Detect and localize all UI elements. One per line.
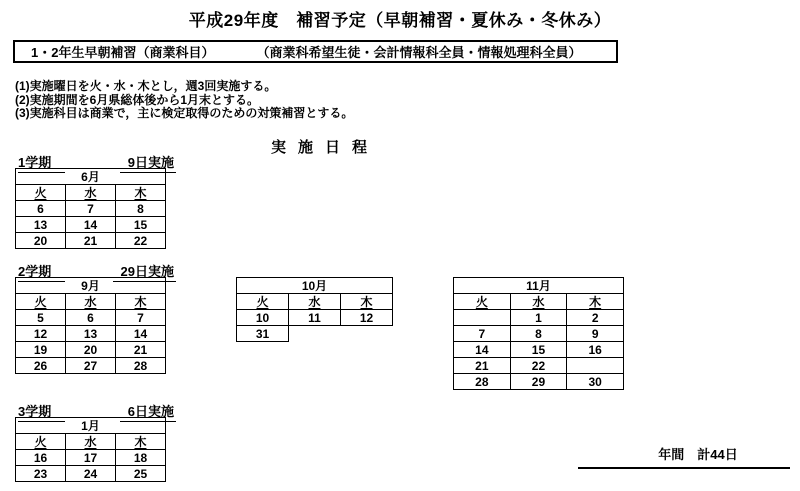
weekday-label: 水	[84, 294, 97, 309]
term-1-label: 1学期	[18, 152, 65, 173]
calendar-june	[15, 168, 166, 249]
weekday-header-cell	[116, 185, 166, 201]
day-cell: 9	[567, 326, 624, 342]
day-cell: 30	[567, 374, 624, 390]
day-cell: 12	[16, 326, 66, 342]
weekday-header-cell	[16, 294, 66, 310]
day-cell: 21	[116, 342, 166, 358]
calendar-table	[236, 277, 393, 342]
page-title: 平成29年度 補習予定（早朝補習・夏休み・冬休み）	[188, 11, 612, 30]
day-cell: 21	[454, 358, 511, 374]
weekday-label: 水	[532, 294, 545, 309]
note-line-1: (1)実施曜日を火・水・木とし，週3回実施する。	[15, 79, 277, 93]
day-cell: 2	[567, 310, 624, 326]
calendar-table	[15, 277, 166, 374]
weekday-header-cell	[237, 294, 289, 310]
weekday-header-cell	[116, 434, 166, 450]
day-cell: 18	[116, 450, 166, 466]
day-cell	[454, 310, 511, 326]
header-box	[13, 40, 618, 63]
calendar-november	[453, 277, 624, 390]
weekday-label: 木	[134, 185, 147, 200]
day-cell: 26	[16, 358, 66, 374]
term-2-label: 2学期	[18, 261, 65, 282]
schedule-heading: 実施日程	[271, 139, 380, 156]
day-cell: 7	[66, 201, 116, 217]
weekday-header-cell	[16, 434, 66, 450]
calendar-september	[15, 277, 166, 374]
term-1-days-label: 9日実施	[120, 152, 176, 173]
term-2-days-label: 29日実施	[113, 261, 176, 282]
day-cell: 5	[16, 310, 66, 326]
day-cell: 6	[16, 201, 66, 217]
note-line-3: (3)実施科目は商業で，主に検定取得のための対策補習とする。	[15, 106, 354, 120]
month-header-cell: 6月	[16, 169, 166, 185]
weekday-label: 木	[134, 294, 147, 309]
weekday-label: 火	[34, 294, 47, 309]
day-cell: 8	[510, 326, 567, 342]
day-cell: 7	[116, 310, 166, 326]
day-cell: 10	[237, 310, 289, 326]
weekday-header-cell	[510, 294, 567, 310]
day-cell: 7	[454, 326, 511, 342]
day-cell: 12	[341, 310, 393, 326]
annual-total-label: 年間 計44日	[658, 447, 738, 462]
day-cell: 20	[16, 233, 66, 249]
empty-cell	[289, 326, 341, 342]
month-header-cell: 11月	[454, 278, 624, 294]
annual-total	[578, 444, 790, 469]
calendar-table	[15, 417, 166, 482]
day-cell: 22	[510, 358, 567, 374]
weekday-header-cell	[567, 294, 624, 310]
note-line-2: (2)実施期間を6月県総体後から1月末とする。	[15, 92, 260, 107]
month-header-cell: 1月	[16, 418, 166, 434]
day-cell: 31	[237, 326, 289, 342]
weekday-header-cell	[66, 434, 116, 450]
day-cell: 22	[116, 233, 166, 249]
day-cell: 15	[510, 342, 567, 358]
header-course-label: 1・2年生早朝補習（商業科目）	[31, 45, 215, 60]
day-cell: 17	[66, 450, 116, 466]
day-cell: 13	[66, 326, 116, 342]
calendar-january	[15, 417, 166, 482]
weekday-label: 木	[134, 434, 147, 449]
month-header-cell: 9月	[16, 278, 166, 294]
day-cell: 20	[66, 342, 116, 358]
day-cell: 16	[16, 450, 66, 466]
day-cell	[567, 358, 624, 374]
header-target-label: （商業科希望生徒・会計情報科全員・情報処理科全員）	[256, 45, 582, 60]
weekday-label: 水	[308, 294, 321, 309]
weekday-label: 水	[84, 185, 97, 200]
empty-cell	[341, 326, 393, 342]
month-header-cell: 10月	[237, 278, 393, 294]
weekday-label: 水	[84, 434, 97, 449]
day-cell: 16	[567, 342, 624, 358]
day-cell: 19	[16, 342, 66, 358]
weekday-header-cell	[16, 185, 66, 201]
weekday-label: 火	[34, 434, 47, 449]
day-cell: 14	[116, 326, 166, 342]
day-cell: 1	[510, 310, 567, 326]
calendar-table	[453, 277, 624, 390]
weekday-header-cell	[454, 294, 511, 310]
day-cell: 23	[16, 466, 66, 482]
day-cell: 29	[510, 374, 567, 390]
calendar-october	[236, 277, 393, 342]
weekday-label: 火	[34, 185, 47, 200]
day-cell: 28	[454, 374, 511, 390]
term-3-days-label: 6日実施	[120, 401, 176, 422]
day-cell: 21	[66, 233, 116, 249]
weekday-header-cell	[66, 294, 116, 310]
day-cell: 14	[66, 217, 116, 233]
day-cell: 14	[454, 342, 511, 358]
weekday-label: 木	[589, 294, 602, 309]
day-cell: 25	[116, 466, 166, 482]
notes	[15, 80, 353, 121]
weekday-header-cell	[116, 294, 166, 310]
day-cell: 28	[116, 358, 166, 374]
weekday-header-cell	[66, 185, 116, 201]
weekday-header-cell	[341, 294, 393, 310]
day-cell: 27	[66, 358, 116, 374]
day-cell: 8	[116, 201, 166, 217]
weekday-header-cell	[289, 294, 341, 310]
weekday-label: 火	[475, 294, 488, 309]
day-cell: 24	[66, 466, 116, 482]
calendar-table	[15, 168, 166, 249]
day-cell: 11	[289, 310, 341, 326]
weekday-label: 木	[360, 294, 373, 309]
day-cell: 6	[66, 310, 116, 326]
weekday-label: 火	[256, 294, 269, 309]
day-cell: 13	[16, 217, 66, 233]
term-3-label: 3学期	[18, 401, 65, 422]
day-cell: 15	[116, 217, 166, 233]
